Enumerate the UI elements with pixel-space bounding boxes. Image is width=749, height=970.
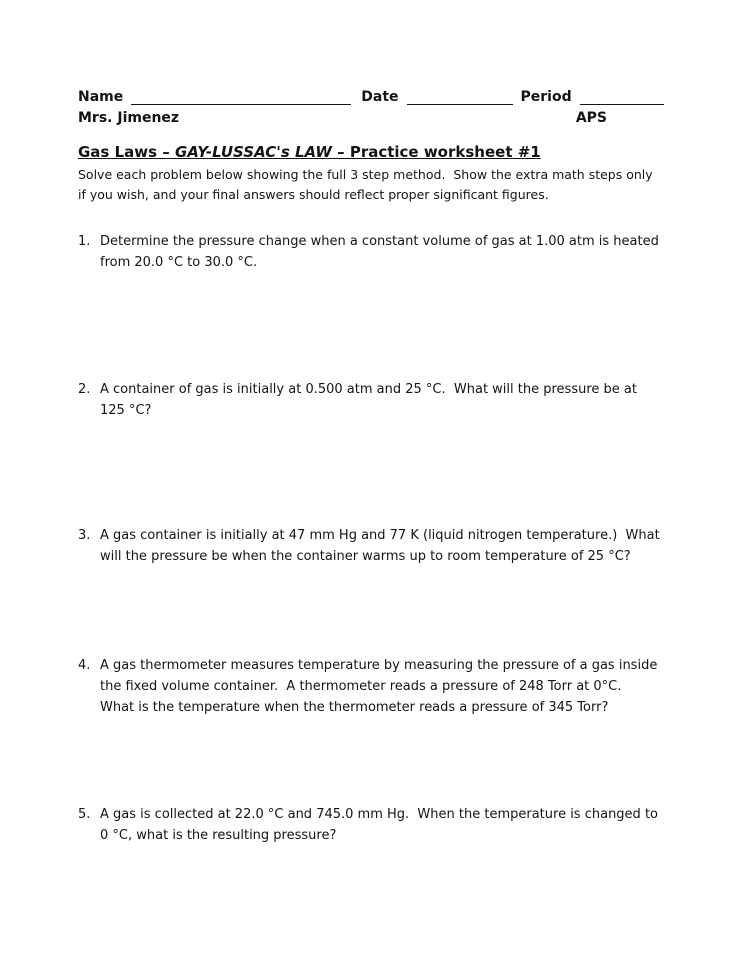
instructions-text: Solve each problem below showing the full 3 step method. Show the extra math steps only if you wish, and your final answers should reflect proper significant figures.: [78, 167, 657, 202]
problem-list: [78, 231, 665, 847]
date-blank-line: [407, 88, 513, 105]
title-worksheet-number: – Practice worksheet #1: [331, 143, 541, 161]
name-label: Name: [78, 89, 124, 105]
name-blank-line: [131, 88, 351, 105]
problem-number: 4.: [78, 658, 91, 674]
problem-text: A gas is collected at 22.0 °C and 745.0 mm Hg. When the temperature is changed to 0 °C, what is the resulting pressure?: [100, 807, 663, 844]
period-blank-line: [580, 88, 664, 105]
problem-item-1: [78, 231, 665, 273]
school-abbr: APS: [575, 110, 607, 126]
title-law-name: GAY-LUSSAC's LAW: [175, 143, 332, 161]
problem-number: 5.: [78, 807, 91, 823]
problem-text: A container of gas is initially at 0.500 atm and 25 °C. What will the pressure be at 125 °C?: [100, 382, 642, 419]
problem-item-5: [78, 804, 665, 846]
problem-number: 3.: [78, 528, 91, 544]
problem-item-3: [78, 525, 665, 567]
problem-text: A gas thermometer measures temperature by measuring the pressure of a gas inside the fixed volume container. A thermometer reads a pressure of 248 Torr at 0°C. What is the temperature when the thermometer reads a pressure of 345 Torr?: [100, 658, 662, 716]
teacher-name: Mrs. Jimenez: [78, 110, 180, 126]
problem-number: 1.: [78, 234, 91, 249]
problem-text: A gas container is initially at 47 mm Hg and 77 K (liquid nitrogen temperature.) What will the pressure be when the container warms up to room temperature of 25 °C?: [100, 528, 664, 565]
date-label: Date: [361, 89, 399, 105]
title-gas-laws: Gas Laws –: [78, 143, 175, 161]
period-label: Period: [520, 89, 572, 105]
name-date-period-row: [78, 88, 665, 105]
problem-number: 2.: [78, 382, 91, 398]
problem-text: Determine the pressure change when a constant volume of gas at 1.00 atm is heated from 20.0 °C to 30.0 °C.: [100, 234, 663, 271]
problem-item-2: [78, 379, 665, 421]
worksheet-title: [78, 143, 665, 161]
problem-item-4: [78, 655, 665, 718]
teacher-school-row: [78, 110, 665, 126]
